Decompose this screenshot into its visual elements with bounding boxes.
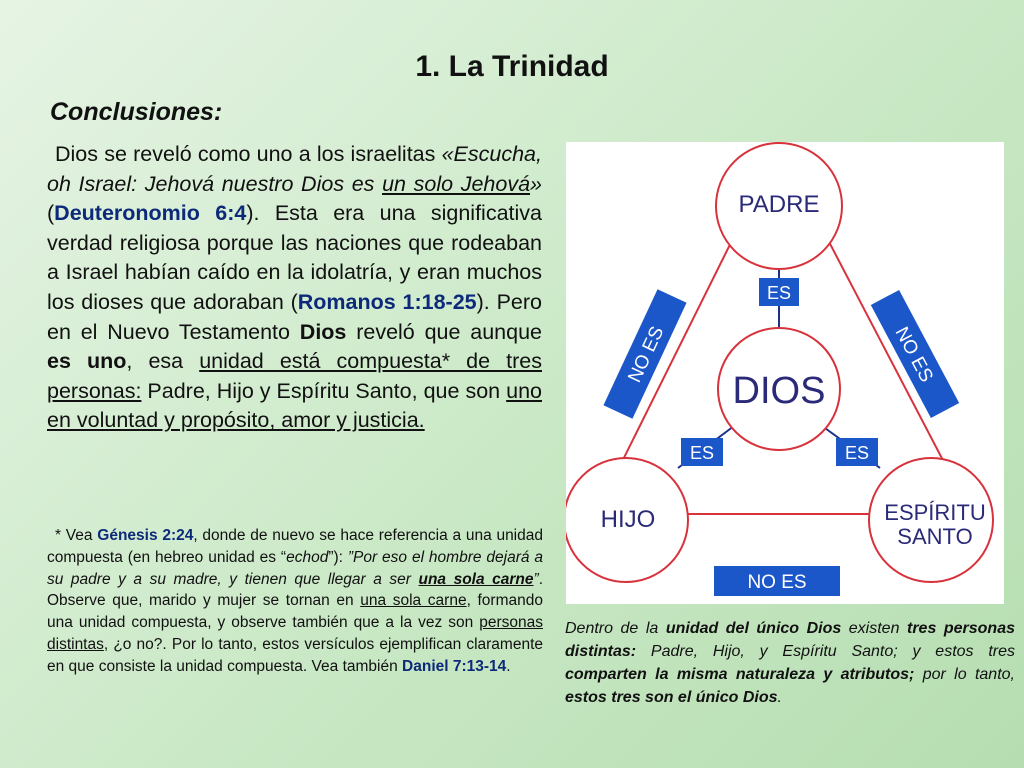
slide-subtitle: Conclusiones: xyxy=(50,98,223,126)
reference-daniel: Daniel 7:13-14 xyxy=(402,657,507,675)
quote: «Escucha, oh Israel: Jehová nuestro Dios es un solo Jehová» xyxy=(47,142,542,196)
body-paragraph: Dios se reveló como uno a los israelitas «Escucha, oh Israel: Jehová nuestro Dios es un solo Jehová» (Deuteronomio 6:4). Esta era una significativa verdad religiosa porque las naciones que rodeaban a Israel habían caído en la idolatría, y eran muchos los dioses que adoraban (Romanos 1:18-25). Pero en el Nuevo Testamento Dios reveló que aunque es uno, esa unidad está compuesta* de tres personas: Padre, Hijo y Espíritu Santo, que son uno en voluntad y propósito, amor y justicia. xyxy=(47,142,542,433)
noes-left-label: NO ES xyxy=(624,323,669,386)
una-sola-carne-quote: una sola carne xyxy=(418,570,534,588)
hebrew-word: echod xyxy=(286,548,329,566)
label-santo: SANTO xyxy=(897,524,973,549)
emphasis-es-uno: es uno xyxy=(47,349,127,374)
es-right-label: ES xyxy=(844,443,870,463)
label-dios: DIOS xyxy=(732,370,826,412)
reference-genesis: Génesis 2:24 xyxy=(97,527,194,544)
quote-underlined: un solo Jehová xyxy=(382,171,531,196)
caption-bold-2: tres personas distintas: xyxy=(565,620,1016,660)
una-sola-carne-underlined: una sola carne xyxy=(360,592,467,610)
label-padre: PADRE xyxy=(738,191,820,218)
underlined-voluntad: uno en voluntad y propósito, amor y justicia. xyxy=(47,378,542,433)
noes-bottom-label: NO ES xyxy=(747,572,807,593)
noes-right-group xyxy=(871,290,959,418)
es-left-label: ES xyxy=(689,443,715,463)
caption-bold-4: estos tres son el único Dios xyxy=(565,689,778,706)
label-espiritu: ESPÍRITU xyxy=(884,500,986,525)
trinity-diagram-svg xyxy=(566,142,1004,604)
label-hijo: HIJO xyxy=(600,506,656,533)
footnote: * Vea Génesis 2:24, donde de nuevo se hace referencia a una unidad compuesta (en hebreo unidad es “echod”): ”Por eso el hombre dejará a su padre y a su madre, y tienen que llegar a ser una sola carne”. Observe que, marido y mujer se tornan en una sola carne, formando una unidad compuesta, y observe también que a la vez son personas distintas, ¿o no?. Por lo tanto, estos versículos ejemplifican claramente en que consiste la unidad compuesta. Vea también Daniel 7:13-14. xyxy=(47,527,543,675)
slide-title: 1. La Trinidad xyxy=(415,50,609,83)
reference-romanos: Romanos 1:18-25 xyxy=(297,289,477,314)
personas-distintas-underlined: personas distintas xyxy=(47,614,543,653)
es-top-label: ES xyxy=(766,283,792,303)
body-text: Dios se reveló como uno a los israelitas xyxy=(55,142,442,166)
reference-deuteronomio: Deuteronomio 6:4 xyxy=(54,201,247,226)
caption-bold-3: comparten la misma naturaleza y atributos; xyxy=(565,666,915,683)
caption-bold-1: unidad del único Dios xyxy=(665,620,842,637)
footnote-quote: ”Por eso el hombre dejará a su padre y a su madre, y tienen que llegar a ser una sola carne” xyxy=(47,548,543,588)
noes-right-label: NO ES xyxy=(890,323,937,386)
underlined-unidad: unidad está compuesta* de tres personas: xyxy=(47,349,542,403)
diagram-caption: Dentro de la unidad del único Dios existen tres personas distintas: Padre, Hijo, y Espíritu Santo; y estos tres comparten la misma naturaleza y atributos; por lo tanto, estos tres son el único Dios. xyxy=(565,620,1016,706)
emphasis-dios: Dios xyxy=(299,319,347,344)
noes-left-group xyxy=(603,289,686,419)
trinity-diagram xyxy=(566,142,1004,604)
